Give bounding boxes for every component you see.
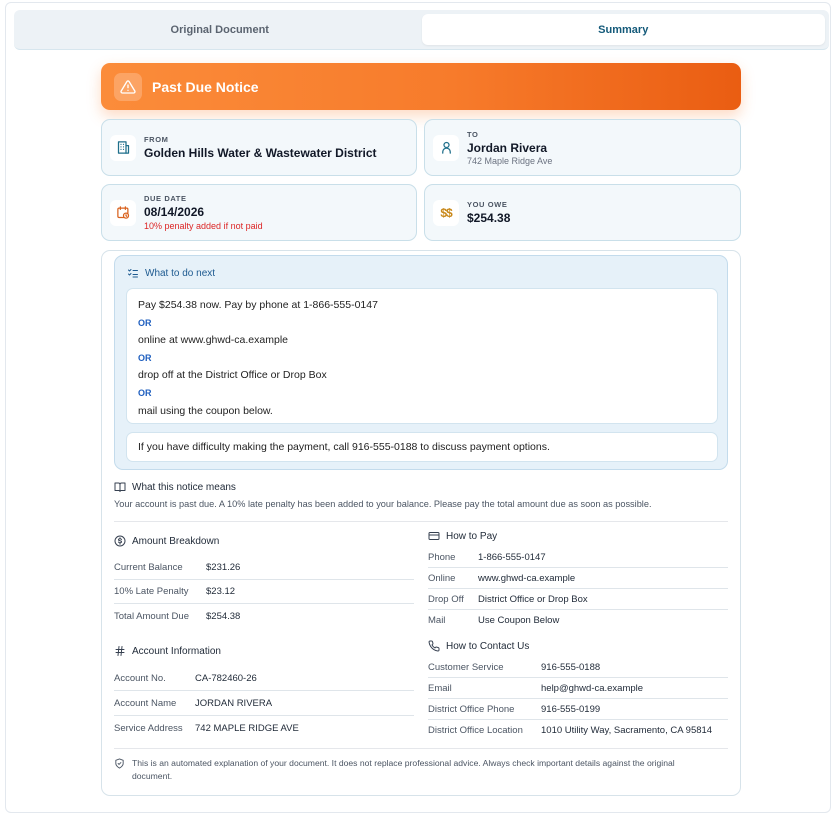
contact-key: District Office Phone: [428, 703, 515, 715]
pay-row: [428, 568, 728, 589]
to-label: TO: [467, 129, 479, 139]
amount-breakdown-title: Amount Breakdown: [132, 535, 220, 547]
breakdown-row: [114, 604, 414, 628]
contact-value: 916-555-0188: [541, 661, 601, 673]
from-card: [101, 119, 417, 176]
shield-icon: [114, 758, 125, 769]
contact-section: [428, 640, 728, 741]
notice-meaning-title: What this notice means: [132, 481, 236, 493]
amount-breakdown-section: [114, 535, 414, 628]
to-name: Jordan Rivera: [467, 140, 548, 155]
how-to-pay-title: How to Pay: [446, 530, 498, 542]
or-separator: OR: [138, 352, 152, 363]
tab-summary[interactable]: Summary: [422, 14, 826, 45]
account-value: JORDAN RIVERA: [195, 697, 273, 709]
or-separator: OR: [138, 387, 152, 398]
pay-value: www.ghwd-ca.example: [478, 572, 576, 584]
due-date-value: 08/14/2026: [144, 205, 205, 219]
pay-row: [428, 610, 728, 631]
pay-value: Use Coupon Below: [478, 615, 560, 626]
pay-key: Drop Off: [428, 593, 464, 605]
account-row: [114, 716, 414, 741]
breakdown-value: $23.12: [206, 586, 236, 597]
breakdown-key: Total Amount Due: [114, 610, 189, 622]
account-key: Account No.: [114, 672, 166, 684]
checklist-icon: [127, 267, 139, 279]
phone-icon: [428, 640, 440, 652]
how-to-pay-heading: [428, 530, 728, 542]
to-address: 742 Maple Ridge Ave: [467, 155, 553, 166]
payment-steps: [126, 288, 718, 424]
account-info-section: [114, 645, 414, 741]
step-online: online at www.ghwd-ca.example: [138, 334, 288, 347]
step-pay-phone: Pay $254.38 now. Pay by phone at 1-866-555-0147: [138, 299, 378, 311]
contact-heading: [428, 640, 728, 652]
contact-row: [428, 720, 728, 741]
contact-row: [428, 699, 728, 720]
account-info-heading: [114, 645, 414, 657]
or-separator: OR: [138, 317, 152, 328]
pay-row: [428, 547, 728, 568]
account-info-title: Account Information: [132, 645, 221, 657]
account-value: CA-782460-26: [195, 672, 257, 684]
contact-value: 916-555-0199: [541, 703, 601, 715]
due-date-card: [101, 184, 417, 241]
view-tabs: [14, 10, 829, 50]
contact-key: Customer Service: [428, 661, 504, 673]
contact-row: [428, 657, 728, 678]
notice-meaning-heading: [114, 481, 728, 493]
breakdown-row: [114, 580, 414, 604]
amount-breakdown-heading: [114, 535, 414, 547]
contact-value: help@ghwd-ca.example: [541, 682, 644, 694]
how-to-pay-section: [428, 530, 728, 631]
credit-card-icon: [428, 530, 440, 542]
breakdown-row: [114, 556, 414, 580]
breakdown-value: $254.38: [206, 610, 241, 622]
step-mail: mail using the coupon below.: [138, 404, 273, 417]
account-row: [114, 691, 414, 716]
banner-title: Past Due Notice: [152, 78, 259, 95]
tab-original-document[interactable]: Original Document: [170, 23, 269, 36]
difficulty-note: If you have difficulty making the payment, call 916-555-0188 to discuss payment options.: [126, 432, 718, 462]
from-value: Golden Hills Water & Wastewater District: [144, 146, 377, 160]
contact-key: District Office Location: [428, 725, 523, 736]
account-key: Account Name: [114, 697, 177, 709]
notice-meaning-text: Your account is past due. A 10% late penalty has been added to your balance. Please pay the total amount due as soon as possible.: [114, 499, 652, 509]
past-due-banner: [101, 63, 741, 110]
account-key: Service Address: [114, 723, 183, 734]
breakdown-key: 10% Late Penalty: [114, 586, 189, 597]
building-icon: [110, 135, 136, 161]
what-to-do-next-box: [114, 255, 728, 470]
book-icon: [114, 481, 126, 493]
calendar-clock-icon: [110, 200, 136, 226]
breakdown-key: Current Balance: [114, 562, 183, 573]
contact-row: [428, 678, 728, 699]
due-date-label: DUE DATE: [144, 194, 187, 203]
account-value: 742 MAPLE RIDGE AVE: [195, 723, 299, 734]
warning-triangle-icon: [114, 73, 142, 101]
notice-meaning-section: [114, 481, 728, 509]
dollar-circle-icon: [114, 535, 126, 547]
pay-value: 1-866-555-0147: [478, 551, 546, 563]
penalty-warning: 10% penalty added if not paid: [144, 221, 263, 231]
hash-icon: [114, 645, 126, 657]
dollar-icon: $$: [433, 200, 459, 226]
pay-key: Online: [428, 572, 456, 584]
contact-title: How to Contact Us: [446, 640, 530, 652]
account-row: [114, 666, 414, 691]
step-drop-off: drop off at the District Office or Drop Box: [138, 369, 327, 382]
pay-key: Mail: [428, 615, 446, 626]
contact-value: 1010 Utility Way, Sacramento, CA 95814: [541, 725, 713, 736]
from-label: FROM: [144, 135, 169, 144]
section-divider: [114, 748, 728, 749]
you-owe-label: YOU OWE: [467, 200, 508, 209]
breakdown-value: $231.26: [206, 562, 241, 573]
disclaimer: [114, 757, 714, 783]
contact-key: Email: [428, 682, 452, 694]
pay-row: [428, 589, 728, 610]
disclaimer-text: This is an automated explanation of your document. It does not replace professional advice. Always check important details against the original document.: [132, 758, 675, 781]
pay-key: Phone: [428, 551, 456, 563]
to-card: [424, 119, 741, 176]
what-to-do-next-heading: [127, 267, 215, 279]
you-owe-amount: $254.38: [467, 211, 511, 225]
what-to-do-next-title: What to do next: [145, 267, 216, 279]
person-icon: [433, 135, 459, 161]
summary-panel: [101, 250, 741, 796]
pay-value: District Office or Drop Box: [478, 593, 588, 605]
section-divider: [114, 521, 728, 522]
you-owe-card: [424, 184, 741, 241]
